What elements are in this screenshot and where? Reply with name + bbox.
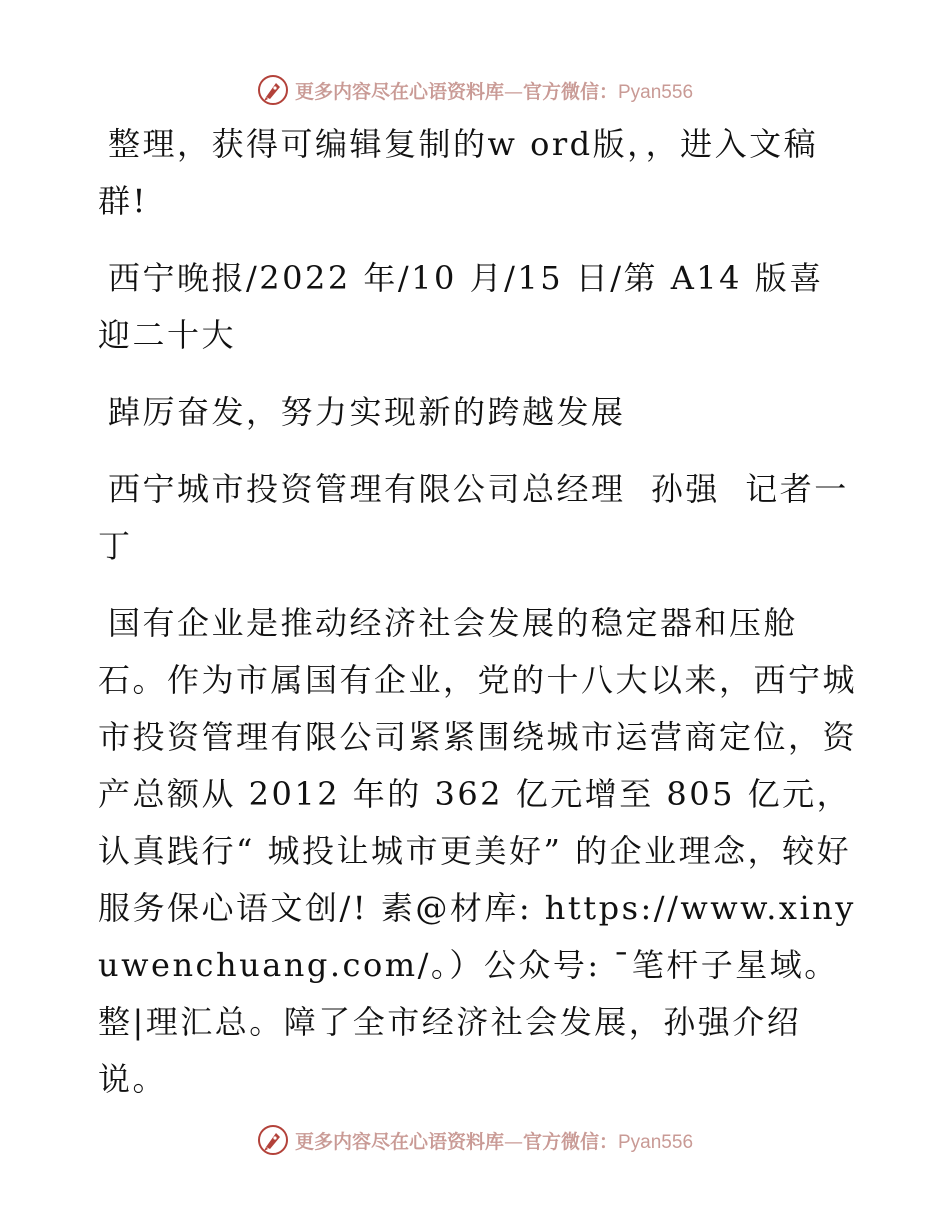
watermark-label: 官方微信： [522, 80, 618, 103]
watermark-handle: Pyan556 [618, 1131, 694, 1153]
watermark-brand: 更多内容尽在心语资料库 [294, 1130, 504, 1153]
byline: 西宁城市投资管理有限公司总经理 孙强 记者一丁 [98, 470, 849, 565]
pen-nib-icon [257, 1124, 289, 1156]
article-title: 踔厉奋发，努力实现新的跨越发展 [108, 393, 626, 431]
body-paragraph: 国有企业是推动经济社会发展的稳定器和压舱石。作为市属国有企业，党的十八大以来，西宁城市投资管理有限公司紧紧围绕城市运营商定位，资产总额从 2012 年的 362 亿元增至 805 亿元，认真践行“ 城投让城市更美好” 的企业理念，较好服务保心语文创/! 素@材库: https://www.xinyuwenchuang.com/。）公众号: ¯笔杆子星域。整|理汇总。障了全市经济社会发展，孙强介绍说。 [98, 604, 858, 1098]
watermark-separator: — [503, 80, 523, 103]
watermark-label: 官方微信： [522, 1130, 618, 1153]
watermark-footer [0, 1120, 950, 1160]
publication-line: 西宁晚报/2022 年/10 月/15 日/第 A14 版喜迎二十大 [98, 259, 824, 354]
pen-nib-icon [257, 74, 289, 106]
watermark-text [295, 1127, 693, 1154]
watermark-handle: Pyan556 [618, 81, 694, 103]
watermark-brand: 更多内容尽在心语资料库 [294, 80, 504, 103]
document-body [98, 116, 858, 1128]
watermark-separator: — [503, 1130, 523, 1153]
watermark-text [295, 77, 693, 104]
intro-note: 整理，获得可编辑复制的w ord版，，进入文稿群! [98, 125, 819, 220]
watermark-header [0, 70, 950, 110]
